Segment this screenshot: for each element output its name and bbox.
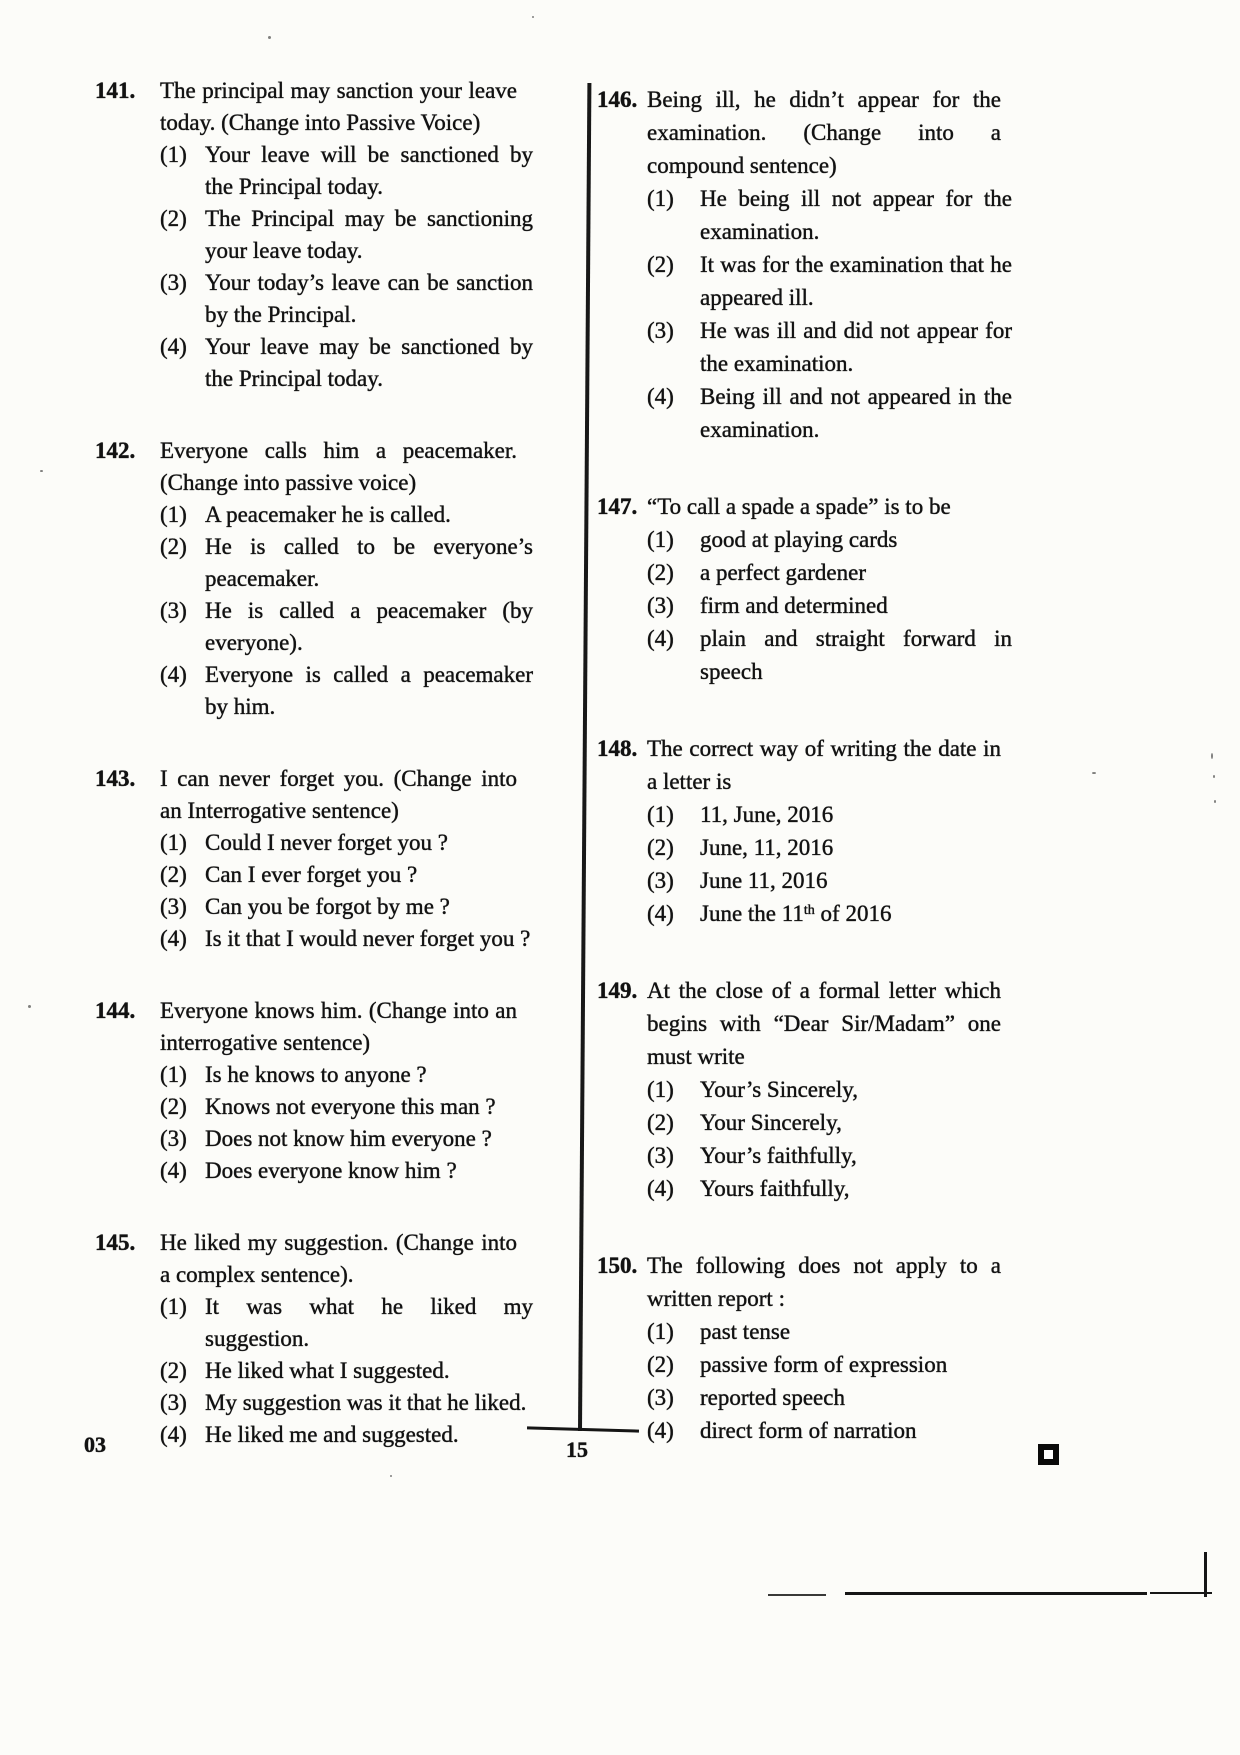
option-text: Your leave will be sanctioned by the Principal today. [205,142,533,199]
question-stem: He liked my suggestion. (Change into a complex sentence). [160,1230,517,1287]
scan-line-artifact [1150,1592,1212,1594]
option-marker: (3) [647,318,674,343]
option-text: Yours faithfully, [700,1176,850,1201]
option [160,1387,533,1419]
questions-column-right [597,75,1011,1491]
option-marker: (3) [160,894,187,919]
question-147 [597,490,1011,688]
scan-speck [1214,800,1216,803]
option [160,1419,533,1451]
question-number: 146. [597,87,638,112]
option-text: He liked what I suggested. [205,1358,450,1383]
option [160,659,533,723]
option-text: direct form of narration [700,1418,917,1443]
question-145 [95,1227,533,1451]
option [160,891,533,923]
option [647,1414,1012,1447]
option [647,589,1012,622]
option-marker: (1) [160,830,187,855]
booklet-code: 03 [84,1432,106,1457]
option [160,139,533,203]
option-text: Being ill and not appeared in the examination. [700,384,1012,442]
question-stem: At the close of a formal letter which begins with “Dear Sir/Madam” one must write [647,978,1001,1069]
option-text: He liked me and suggested. [205,1422,459,1447]
option [160,1155,533,1187]
option-marker: (2) [647,1352,674,1377]
question-stem: Everyone calls him a peacemaker. (Change into passive voice) [160,438,517,495]
scan-speck [28,1005,31,1008]
option [647,622,1012,688]
option-text: He was ill and did not appear for the examination. [700,318,1012,376]
scan-speck [1213,775,1215,778]
option-text-pre: June the 11 [700,901,804,926]
question-142 [95,435,533,723]
option-marker: (3) [647,593,674,618]
question-number: 147. [597,494,638,519]
option-text: June 11, 2016 [700,868,828,893]
option [160,1355,533,1387]
option-marker: (1) [647,1077,674,1102]
option-marker: (1) [647,527,674,552]
question-148 [597,732,1011,930]
option-text: Is he knows to anyone ? [205,1062,427,1087]
option-marker: (1) [160,1062,187,1087]
option [647,380,1012,446]
scan-speck [390,1475,392,1477]
end-of-section-square-icon [1038,1444,1059,1465]
option [160,827,533,859]
option-marker: (3) [647,868,674,893]
option-text: Your Sincerely, [700,1110,842,1135]
option-text: 11, June, 2016 [700,802,834,827]
option [647,523,1012,556]
option [160,531,533,595]
option [160,1291,533,1355]
option [647,897,1012,930]
question-stem: Being ill, he didn’t appear for the examination. (Change into a compound sentence) [647,87,1001,178]
option-text: good at playing cards [700,527,898,552]
question-stem: I can never forget you. (Change into an Interrogative sentence) [160,766,517,823]
page-number: 15 [566,1437,588,1462]
option-marker: (4) [647,901,674,926]
option [160,923,533,955]
question-number: 142. [95,438,136,463]
option-text-post: of 2016 [814,901,892,926]
option [647,314,1012,380]
option-text: passive form of expression [700,1352,948,1377]
option-text: June, 11, 2016 [700,835,834,860]
option-marker: (3) [160,270,187,295]
question-144 [95,995,525,1187]
question-number: 141. [95,78,136,103]
scan-speck [40,470,43,472]
option [647,1139,1012,1172]
option-text: a perfect gardener [700,560,866,585]
option [647,182,1012,248]
option-text: It was what he liked my suggestion. [205,1294,533,1351]
option-marker: (1) [160,142,187,167]
question-150 [597,1249,1011,1447]
option-text: Knows not everyone this man ? [205,1094,496,1119]
option-marker: (2) [647,1110,674,1135]
option-marker: (1) [647,1319,674,1344]
option-marker: (3) [647,1143,674,1168]
option-marker: (4) [160,662,187,687]
option-marker: (2) [160,1358,187,1383]
question-stem: The correct way of writing the date in a letter is [647,736,1001,794]
option [647,1106,1012,1139]
option-text: reported speech [700,1385,845,1410]
option-marker: (4) [647,1418,674,1443]
option-marker: (3) [160,1126,187,1151]
question-stem: The principal may sanction your leave today. (Change into Passive Voice) [160,78,517,135]
option-text: My suggestion was it that he liked. [205,1390,527,1415]
option [647,798,1012,831]
option-text: Could I never forget you ? [205,830,448,855]
option-text: Is it that I would never forget you ? [205,926,531,951]
question-143 [95,763,531,955]
question-149 [597,974,1011,1205]
option-marker: (2) [160,862,187,887]
option [647,1381,1012,1414]
scan-line-artifact [768,1594,826,1596]
option-text: A peacemaker he is called. [205,502,451,527]
option-text: Everyone is called a peacemaker by him. [205,662,533,719]
option-marker: (4) [647,384,674,409]
question-number: 148. [597,736,638,761]
option-text: Your today’s leave can be sanction by the Principal. [205,270,533,327]
option-marker: (1) [160,502,187,527]
question-number: 144. [95,998,136,1023]
option-text [700,897,1012,930]
option-text: Your’s faithfully, [700,1143,857,1168]
option-marker: (4) [160,1158,187,1183]
scan-speck [1211,753,1213,759]
option-text: He is called to be everyone’s peacemaker. [205,534,533,591]
question-141 [95,75,533,395]
question-number: 149. [597,978,638,1003]
option-marker: (3) [647,1385,674,1410]
option-text: Your’s Sincerely, [700,1077,859,1102]
option-text: past tense [700,1319,791,1344]
option-marker: (1) [647,186,674,211]
option-marker: (2) [160,1094,187,1119]
option-marker: (3) [160,598,187,623]
question-number: 143. [95,766,136,791]
option-text: Does not know him everyone ? [205,1126,492,1151]
option [647,556,1012,589]
option-marker: (4) [647,626,674,651]
option-marker: (4) [160,1422,187,1447]
option [160,595,533,659]
option-text: He is called a peacemaker (by everyone). [205,598,533,655]
option-text: It was for the examination that he appeared ill. [700,252,1012,310]
option [160,331,533,395]
question-number: 145. [95,1230,136,1255]
option-text: plain and straight forward in speech [700,626,1012,684]
option [647,248,1012,314]
option-marker: (1) [647,802,674,827]
option-marker: (2) [647,252,674,277]
option-marker: (4) [160,926,187,951]
option [160,499,533,531]
questions-column-left [95,75,533,1491]
option-text: Does everyone know him ? [205,1158,457,1183]
option-marker: (1) [160,1294,187,1319]
scan-speck [1092,772,1096,774]
option-text: He being ill not appear for the examination. [700,186,1012,244]
option-marker: (4) [160,334,187,359]
scan-line-artifact [845,1592,1147,1595]
option-marker: (3) [160,1390,187,1415]
option [160,1091,533,1123]
option [160,859,533,891]
option-text: The Principal may be sanctioning your leave today. [205,206,533,263]
option-text: Your leave may be sanctioned by the Principal today. [205,334,533,391]
question-number: 150. [597,1253,638,1278]
question-146 [597,83,1011,446]
scan-speck [532,16,534,18]
option-marker: (2) [160,534,187,559]
option [647,864,1012,897]
option [647,1348,1012,1381]
column-divider-rule [578,83,591,1431]
option [160,267,533,331]
option-marker: (4) [647,1176,674,1201]
option [647,1172,1012,1205]
scan-speck [268,36,271,39]
option-marker: (2) [647,560,674,585]
option [160,1059,533,1091]
question-stem: The following does not apply to a written report : [647,1253,1001,1311]
scan-corner-artifact [1204,1552,1207,1597]
option-marker: (2) [160,206,187,231]
option [647,831,1012,864]
question-stem: Everyone knows him. (Change into an interrogative sentence) [160,998,517,1055]
option [160,203,533,267]
option-text: Can you be forgot by me ? [205,894,450,919]
option [647,1315,1012,1348]
option-text: firm and determined [700,593,888,618]
option-text: Can I ever forget you ? [205,862,418,887]
question-stem: “To call a spade a spade” is to be [647,494,951,519]
option [160,1123,533,1155]
option-marker: (2) [647,835,674,860]
option [647,1073,1012,1106]
ordinal-superscript: th [803,903,815,918]
